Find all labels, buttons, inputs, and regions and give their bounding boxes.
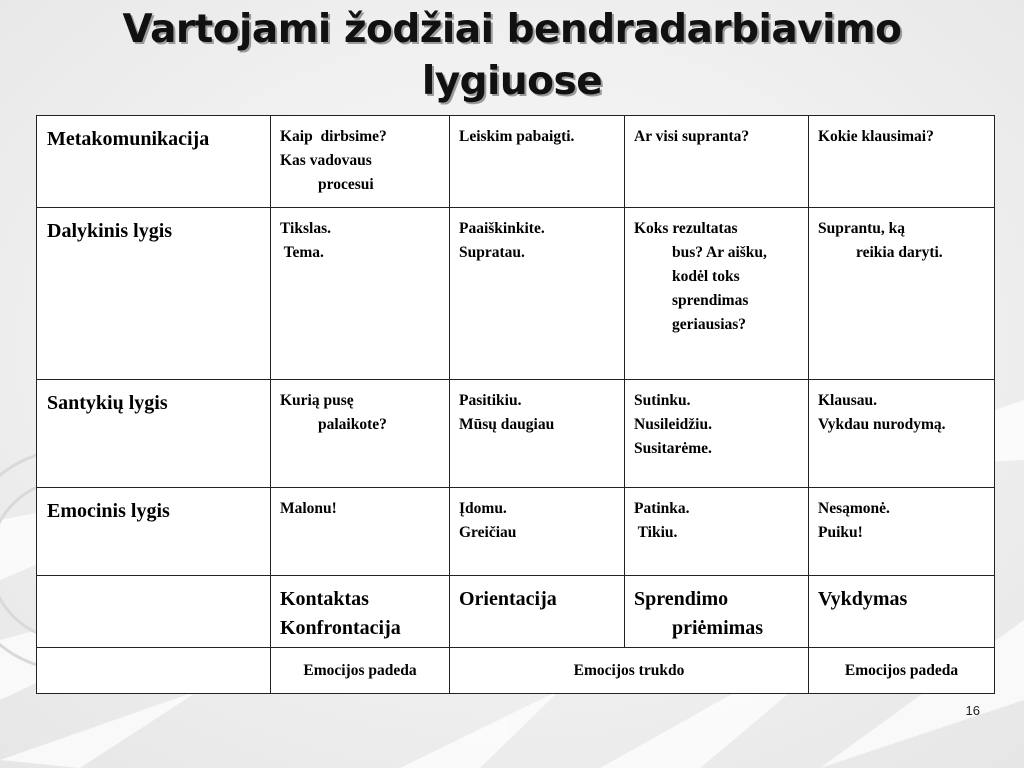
row-header [37, 380, 271, 488]
cell-line: geriausias? [672, 316, 747, 333]
phase-cell [625, 576, 809, 648]
cell-line: Tikiu. [634, 524, 678, 541]
cell-line: Patinka. [634, 500, 690, 517]
empty-cell [37, 648, 271, 694]
phase-label [271, 576, 449, 647]
cell-line: Susitarėme. [634, 440, 712, 457]
table-row [37, 116, 995, 208]
table-cell [625, 380, 809, 488]
emotion-cell [809, 648, 995, 694]
cell-content [809, 380, 994, 441]
table-cell [450, 488, 625, 576]
cell-content [271, 380, 449, 441]
cell-content [625, 208, 808, 341]
cell-content [271, 116, 449, 201]
cell-line: reikia daryti. [856, 244, 943, 261]
table-row [37, 208, 995, 380]
row-header-label: Metakomunikacija [47, 128, 210, 150]
emotion-label: Emocijos trukdo [573, 662, 685, 679]
cell-line: Kokie klausimai? [818, 128, 934, 145]
levels-table-body [37, 116, 995, 694]
cell-line: Įdomu. [459, 500, 507, 517]
table-cell [271, 488, 450, 576]
cell-line: priėmimas [672, 617, 764, 639]
cell-line: Paaiškinkite. [459, 220, 545, 237]
row-header [37, 116, 271, 208]
cell-line: Mūsų daugiau [459, 416, 555, 433]
emotions-row [37, 648, 995, 694]
cell-line: Puiku! [818, 524, 863, 541]
phase-cell [450, 576, 625, 648]
table-cell [450, 116, 625, 208]
cell-content [625, 380, 808, 465]
emotion-label: Emocijos padeda [844, 662, 959, 679]
row-header [37, 208, 271, 380]
empty-cell [37, 576, 271, 648]
table-cell [271, 380, 450, 488]
table-cell [809, 116, 995, 208]
cell-content [450, 208, 624, 269]
cell-content [271, 208, 449, 269]
levels-table [36, 115, 995, 694]
cell-content [271, 488, 449, 525]
phase-label [450, 576, 624, 618]
phase-label [625, 576, 808, 647]
cell-line: Konfrontacija [280, 617, 401, 639]
table-cell [271, 208, 450, 380]
cell-line: Sprendimo [634, 588, 729, 610]
cell-content [809, 208, 994, 269]
slide-title [40, 4, 984, 108]
cell-content [809, 488, 994, 549]
table-row [37, 488, 995, 576]
row-header-label: Dalykinis lygis [47, 220, 173, 242]
cell-line: Nusileidžiu. [634, 416, 712, 433]
table-cell [625, 116, 809, 208]
cell-line: Supratau. [459, 244, 525, 261]
cell-line: bus? Ar aišku, [672, 244, 767, 261]
cell-line: Ar visi supranta? [634, 128, 750, 145]
table-cell [625, 208, 809, 380]
cell-content [625, 488, 808, 549]
cell-line: Kurią pusę [280, 392, 354, 409]
phase-cell [809, 576, 995, 648]
cell-line: palaikote? [318, 416, 387, 433]
emotion-label: Emocijos padeda [303, 662, 417, 679]
row-header-label: Emocinis lygis [47, 500, 170, 522]
cell-line: Sutinku. [634, 392, 691, 409]
emotion-cell [271, 648, 450, 694]
cell-content [450, 116, 624, 153]
cell-line: Suprantu, ką [818, 220, 906, 237]
slide-title-line-1: Vartojami žodžiai bendradarbiavimo [122, 7, 902, 52]
table-cell [625, 488, 809, 576]
row-header [37, 488, 271, 576]
cell-line: Klausau. [818, 392, 878, 409]
cell-line: Orientacija [459, 588, 557, 610]
cell-line: kodėl toks [672, 268, 740, 285]
phase-label [809, 576, 994, 618]
cell-line: Kas vadovaus [280, 152, 372, 169]
table-cell [450, 208, 625, 380]
cell-line: Koks rezultatas [634, 220, 738, 237]
cell-line: Vykdau nurodymą. [818, 416, 946, 433]
table-cell [271, 116, 450, 208]
slide-title-line-2: lygiuose [421, 59, 603, 104]
cell-line: Tikslas. [280, 220, 331, 237]
cell-content [809, 116, 994, 153]
page-number: 16 [965, 703, 980, 718]
cell-line: Nesąmonė. [818, 500, 890, 517]
emotion-cell [450, 648, 809, 694]
cell-line: Pasitikiu. [459, 392, 522, 409]
cell-line: procesui [318, 176, 374, 193]
cell-content [450, 380, 624, 441]
phase-cell [271, 576, 450, 648]
cell-content [625, 116, 808, 153]
cell-line: Malonu! [280, 500, 337, 517]
cell-line: Kontaktas [280, 588, 369, 610]
row-header-label: Santykių lygis [47, 392, 168, 414]
cell-line: Greičiau [459, 524, 517, 541]
cell-line: Kaip dirbsime? [280, 128, 387, 145]
phases-row [37, 576, 995, 648]
table-cell [450, 380, 625, 488]
table-cell [809, 208, 995, 380]
table-row [37, 380, 995, 488]
cell-content [450, 488, 624, 549]
cell-line: sprendimas [672, 292, 749, 309]
table-cell [809, 488, 995, 576]
cell-line: Tema. [280, 244, 324, 261]
cell-line: Vykdymas [818, 588, 908, 610]
table-cell [809, 380, 995, 488]
cell-line: Leiskim pabaigti. [459, 128, 575, 145]
